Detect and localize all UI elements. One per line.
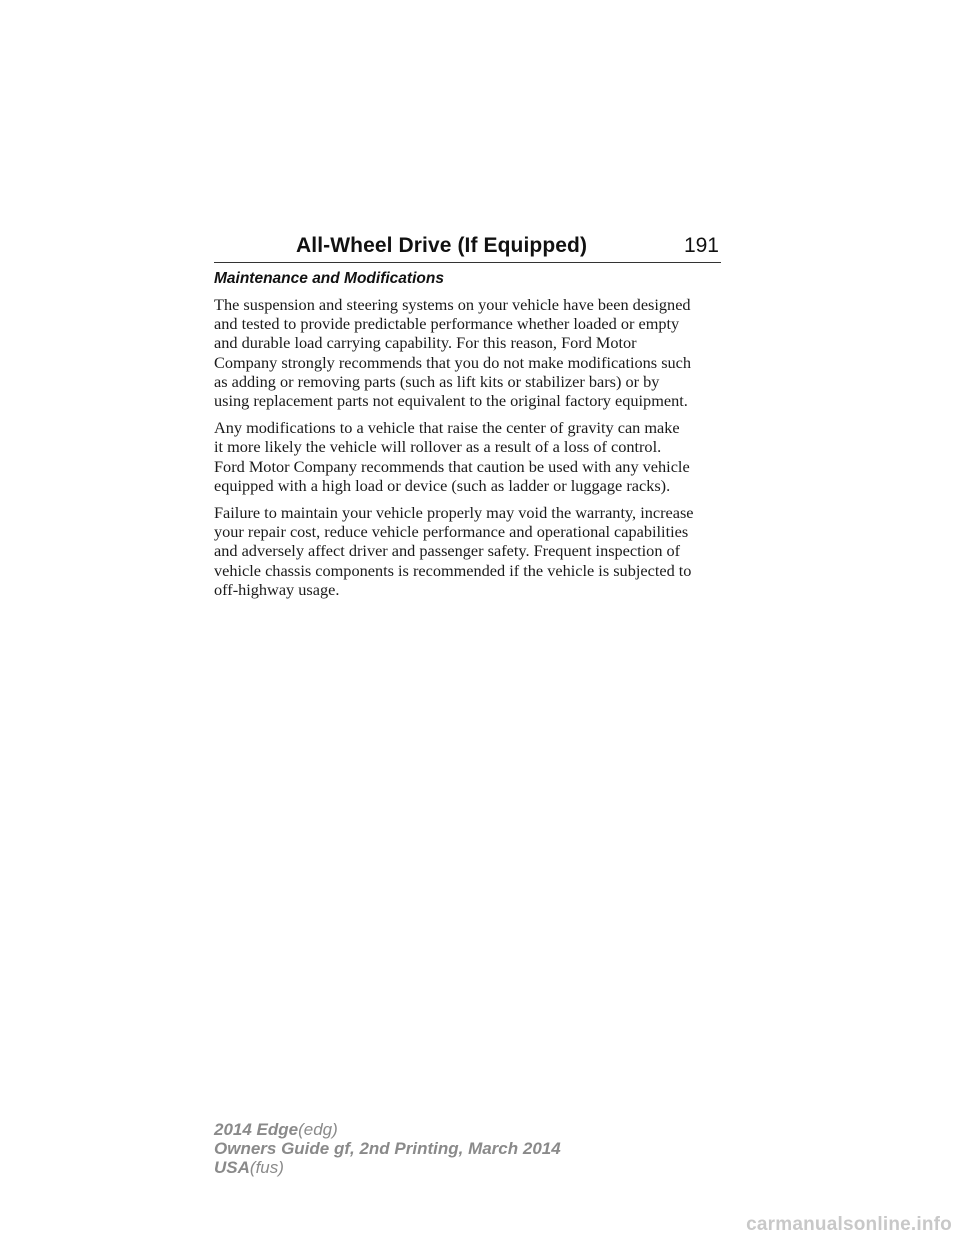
page-footer: [214, 1120, 561, 1177]
footer-market-code: (fus): [249, 1158, 284, 1177]
footer-model-code: (edg): [298, 1120, 338, 1139]
page-header: [214, 226, 721, 263]
main-content: [214, 270, 734, 607]
text-line: The suspension and steering systems on your vehicle have been designed: [214, 295, 691, 314]
text-line: equipped with a high load or device (such as ladder or luggage racks).: [214, 475, 671, 495]
footer-model-line: [214, 1120, 561, 1139]
watermark: carmanualsonline.info: [746, 1214, 952, 1235]
section-heading: Maintenance and Modifications: [214, 270, 444, 287]
text-line: Ford Motor Company recommends that caution be used with any vehicle: [214, 456, 690, 476]
page-number: 191: [683, 234, 719, 257]
text-line: Failure to maintain your vehicle properly may void the warranty, increase: [214, 503, 694, 523]
text-line: Company strongly recommends that you do not make modifications such: [214, 352, 692, 372]
text-line: as adding or removing parts (such as lift kits or stabilizer bars) or by: [214, 371, 660, 391]
text-line: using replacement parts not equivalent to the original factory equipment.: [214, 391, 688, 411]
footer-market-line: [214, 1158, 561, 1177]
text-line: it more likely the vehicle will rollover as a result of a loss of control.: [214, 437, 662, 457]
footer-market: USA: [214, 1158, 250, 1177]
footer-model: 2014 Edge: [214, 1120, 299, 1139]
footer-guide: Owners Guide gf, 2nd Printing, March 2014: [214, 1139, 561, 1158]
paragraph-3: [214, 503, 734, 599]
text-line: off-highway usage.: [214, 579, 340, 599]
chapter-title: All-Wheel Drive (If Equipped): [296, 234, 588, 257]
text-line: and adversely affect driver and passenger safety. Frequent inspection of: [214, 541, 681, 561]
paragraph-1: [214, 295, 734, 410]
text-line: and durable load carrying capability. For this reason, Ford Motor: [214, 333, 637, 353]
text-line: vehicle chassis components is recommended if the vehicle is subjected to: [214, 560, 692, 580]
text-line: your repair cost, reduce vehicle performance and operational capabilities: [214, 522, 689, 542]
text-line: and tested to provide predictable performance whether loaded or empty: [214, 314, 680, 334]
paragraph-2: [214, 418, 734, 495]
text-line: Any modifications to a vehicle that raise the center of gravity can make: [214, 418, 680, 438]
